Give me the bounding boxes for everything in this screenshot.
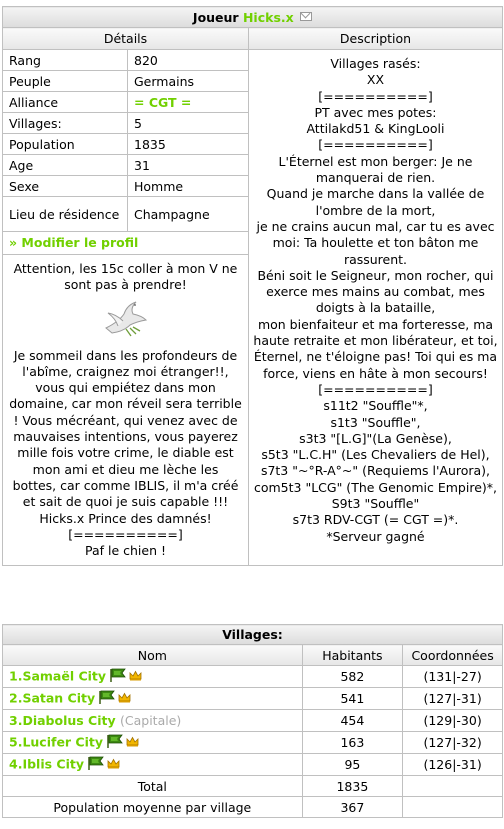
description-line: mon bienfaiteur et ma forteresse, ma haute retraite et mon libérateur, et toi, Éternel, ne t'éloigne pas! Toi qui es ma force, viens en hâte à mon secours!: [253, 316, 498, 381]
details-row: [3, 92, 248, 113]
details-row: [3, 50, 248, 71]
details-value: 31: [128, 155, 248, 176]
village-link[interactable]: 2.Satan City: [9, 690, 96, 705]
description-line: [==========]: [318, 88, 433, 104]
details-value: 1835: [128, 134, 248, 155]
description-line: Villages rasés:: [330, 56, 421, 71]
village-coordinates[interactable]: (131|-27): [403, 666, 503, 688]
details-label: Population: [3, 134, 128, 155]
details-value: Germains: [128, 71, 248, 92]
crown-icon: [118, 691, 131, 706]
envelope-icon[interactable]: [300, 12, 312, 21]
village-row: [3, 666, 503, 688]
description-line: s7t3 "~°R-A°~" (Requiems l'Aurora),: [260, 463, 491, 479]
details-row: [3, 155, 248, 176]
column-coordinates: Coordonnées: [403, 645, 503, 666]
green-flag-icon: [109, 668, 127, 686]
player-profile-table: [2, 6, 503, 566]
description-line: Béni soit le Seigneur, mon rocher, qui exerce mes mains au combat, mes doigts à la bataille,: [257, 267, 494, 316]
description-text: [253, 56, 498, 545]
village-inhabitants: 582: [302, 666, 403, 688]
description-line: XX: [366, 72, 385, 88]
total-empty: [403, 776, 503, 797]
average-label: Population moyenne par village: [3, 797, 303, 818]
description-line: s5t3 "L.C.H" (Les Chevaliers de Hel),: [261, 447, 490, 463]
description-line: [==========]: [318, 137, 433, 153]
bio-line: Hicks.x Prince des damnés!: [39, 510, 212, 526]
description-line: Attilakd51 & KingLooli: [306, 121, 445, 137]
village-coordinates[interactable]: (127|-32): [403, 732, 503, 754]
village-coordinates[interactable]: (129|-30): [403, 710, 503, 732]
village-inhabitants: 163: [302, 732, 403, 754]
village-link[interactable]: 4.Iblis City: [9, 756, 84, 771]
description-line: *Serveur gagné: [326, 528, 425, 544]
green-flag-icon: [98, 690, 116, 708]
green-flag-icon: [106, 734, 124, 752]
details-row: [3, 176, 248, 197]
village-inhabitants: 95: [302, 754, 403, 776]
bio-line: Je sommeil dans les profondeurs de l'abîme, craignez moi étranger!!, vous qui empiétez dans mon domaine, car mon réveil sera terrible ! Vous mécréant, qui venez avec de mauvaises intentions, vous payerez mille fois votre crime, le diable est mon ami et dieu me lèche les bottes, car comme IBLIS, il m'a créé et sait de quoi je suis capable !!!: [9, 347, 242, 510]
average-empty: [403, 797, 503, 818]
details-value: 820: [128, 50, 248, 71]
description-column: [248, 50, 502, 566]
details-value: Champagne: [128, 197, 248, 232]
village-coordinates[interactable]: (127|-31): [403, 688, 503, 710]
description-line: s3t3 "[L.G]"(La Genèse),: [299, 430, 452, 446]
village-row: [3, 754, 503, 776]
green-flag-icon: [87, 756, 105, 774]
bio-text: [9, 348, 242, 560]
total-value: 1835: [302, 776, 403, 797]
modify-profile-link[interactable]: » Modifier le profil: [9, 235, 139, 250]
details-label: Peuple: [3, 71, 128, 92]
details-label: Alliance: [3, 92, 128, 113]
details-row: [3, 113, 248, 134]
bio-line: Paf le chien !: [84, 543, 166, 559]
description-line: je ne crains aucun mal, car tu es avec moi: Ta houlette et ton bâton me rassurent.: [256, 218, 495, 267]
village-coordinates[interactable]: (126|-31): [403, 754, 503, 776]
crown-icon: [126, 735, 139, 750]
village-name-cell: [3, 732, 303, 754]
village-inhabitants: 454: [302, 710, 403, 732]
details-row: [3, 71, 248, 92]
dove-icon: [100, 298, 150, 338]
village-name-cell: [3, 710, 303, 732]
details-header: Détails: [3, 28, 249, 50]
village-row: [3, 732, 503, 754]
modify-profile-row: [3, 232, 248, 255]
description-line: com5t3 "LCG" (The Genomic Empire)*,: [253, 479, 497, 495]
player-title: [3, 7, 503, 28]
village-link[interactable]: 3.Diabolus City: [9, 713, 116, 728]
column-name: Nom: [3, 645, 303, 666]
bio-line: [==========]: [68, 526, 183, 542]
details-label: Age: [3, 155, 128, 176]
village-link[interactable]: 1.Samaël City: [9, 668, 107, 683]
average-value: 367: [302, 797, 403, 818]
details-row: [3, 134, 248, 155]
description-line: S9t3 "Souffle": [331, 496, 420, 512]
details-value: 5: [128, 113, 248, 134]
description-line: s7t3 RDV-CGT (= CGT =)*.: [292, 512, 459, 528]
details-row: [3, 197, 248, 232]
crown-icon: [107, 757, 120, 772]
details-label: Sexe: [3, 176, 128, 197]
village-name-cell: [3, 688, 303, 710]
description-line: L'Éternel est mon berger: Je ne manquerai de rien.: [278, 153, 473, 186]
description-line: s11t2 "Souffle"*,: [323, 398, 428, 414]
village-row: [3, 688, 503, 710]
details-column: [3, 50, 249, 566]
village-link[interactable]: 5.Lucifer City: [9, 734, 104, 749]
total-label: Total: [3, 776, 303, 797]
village-inhabitants: 541: [302, 688, 403, 710]
bio-intro: Attention, les 15c coller à mon V ne sont pas à prendre!: [13, 261, 238, 293]
village-name-cell: [3, 754, 303, 776]
details-value[interactable]: = CGT =: [128, 92, 248, 113]
village-name-cell: [3, 666, 303, 688]
villages-table: [2, 624, 503, 818]
description-line: [==========]: [318, 381, 433, 397]
player-bio: [3, 255, 248, 565]
column-inhabitants: Habitants: [302, 645, 403, 666]
details-label: Lieu de résidence: [3, 197, 128, 232]
details-label: Rang: [3, 50, 128, 71]
villages-title: Villages:: [3, 625, 503, 645]
description-line: Quand je marche dans la vallée de l'ombre de la mort,: [266, 186, 485, 218]
details-label: Villages:: [3, 113, 128, 134]
crown-icon: [129, 669, 142, 684]
details-table: [3, 50, 248, 232]
description-line: PT avec mes potes:: [314, 104, 437, 120]
capital-label: (Capitale): [120, 713, 182, 728]
description-header: Description: [248, 28, 502, 50]
village-row: [3, 710, 503, 732]
description-line: s1t3 "Souffle",: [330, 414, 421, 430]
player-title-prefix: Joueur: [192, 9, 239, 25]
player-name: Hicks.x: [242, 9, 294, 25]
details-value: Homme: [128, 176, 248, 197]
